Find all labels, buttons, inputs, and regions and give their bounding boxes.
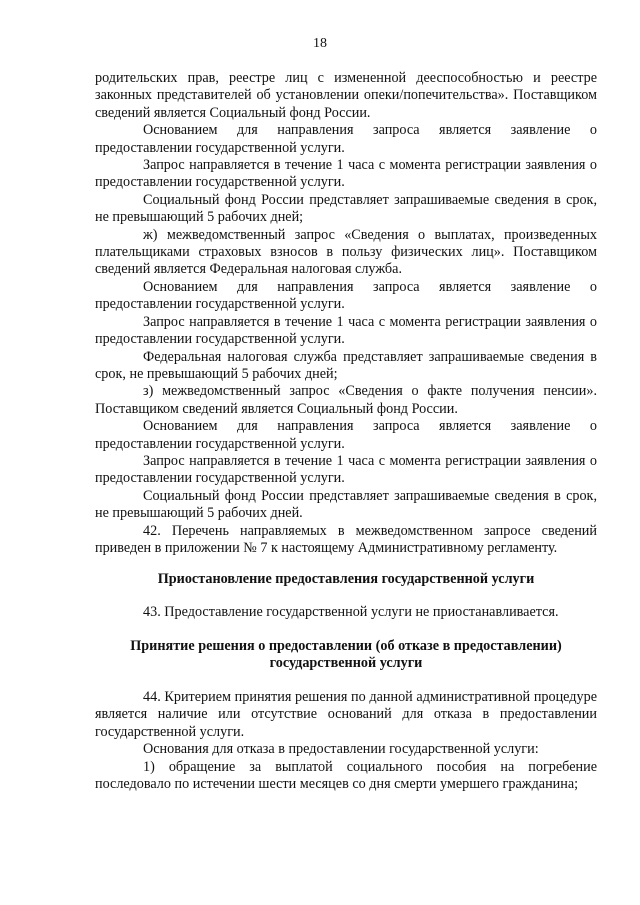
paragraph: Социальный фонд России представляет запрашиваемые сведения в срок, не превышающий 5 рабочих дней. [95,487,597,522]
text-block-suspension [95,604,597,621]
paragraph: Основания для отказа в предоставлении государственной услуги: [143,741,539,758]
paragraph: Запрос направляется в течение 1 часа с момента регистрации заявления о предоставлении государственной услуги. [95,157,597,191]
paragraph: родительских прав, реестре лиц с измененной дееспособностью и реестре законных представителей об установлении опеки/попечительства». Поставщиком сведений является Социальный фонд России. [95,70,597,121]
heading-line: Принятие решения о предоставлении (об отказе в предоставлении) [130,638,562,654]
paragraph: ж) межведомственный запрос «Сведения о выплатах, произведенных плательщиками страховых взносов в пользу физических лиц». Поставщиком сведений является Федеральная налоговая служба. [95,226,597,278]
paragraph: 1) обращение за выплатой социального пособия на погребение последовало по истечении шести месяцев со дня смерти умершего гражданина; [95,758,597,793]
paragraph: 43. Предоставление государственной услуги не приостанавливается. [143,604,559,620]
paragraph: 44. Критерием принятия решения по данной административной процедуре является наличие или отсутствие оснований для отказа в предоставлении государственной услуги. [95,689,597,740]
text-block-main [95,70,597,557]
paragraph: Федеральная налоговая служба представляет запрашиваемые сведения в срок, не превышающий 5 рабочих дней; [95,348,597,382]
heading-line: государственной услуги [269,655,423,672]
text-block-decision [95,689,597,793]
paragraph: з) межведомственный запрос «Сведения о факте получения пенсии». Поставщиком сведений является Социальный фонд России. [95,383,597,417]
paragraph: Основанием для направления запроса является заявление о предоставлении государственной услуги. [95,278,597,313]
paragraph: 42. Перечень направляемых в межведомственном запросе сведений приведен в приложении № 7 к настоящему Административному регламенту. [95,522,597,556]
section-heading-suspension: Приостановление предоставления государственной услуги [157,571,535,587]
section-heading-decision [95,638,597,673]
paragraph: Социальный фонд России представляет запрашиваемые сведения в срок, не превышающий 5 рабочих дней; [95,191,597,226]
paragraph: Запрос направляется в течение 1 часа с момента регистрации заявления о предоставлении государственной услуги. [95,313,597,348]
page-number: 18 [313,36,327,51]
paragraph: Основанием для направления запроса является заявление о предоставлении государственной услуги. [95,122,597,156]
paragraph: Запрос направляется в течение 1 часа с момента регистрации заявления о предоставлении государственной услуги. [95,452,597,487]
paragraph: Основанием для направления запроса является заявление о предоставлении государственной услуги. [95,418,597,452]
